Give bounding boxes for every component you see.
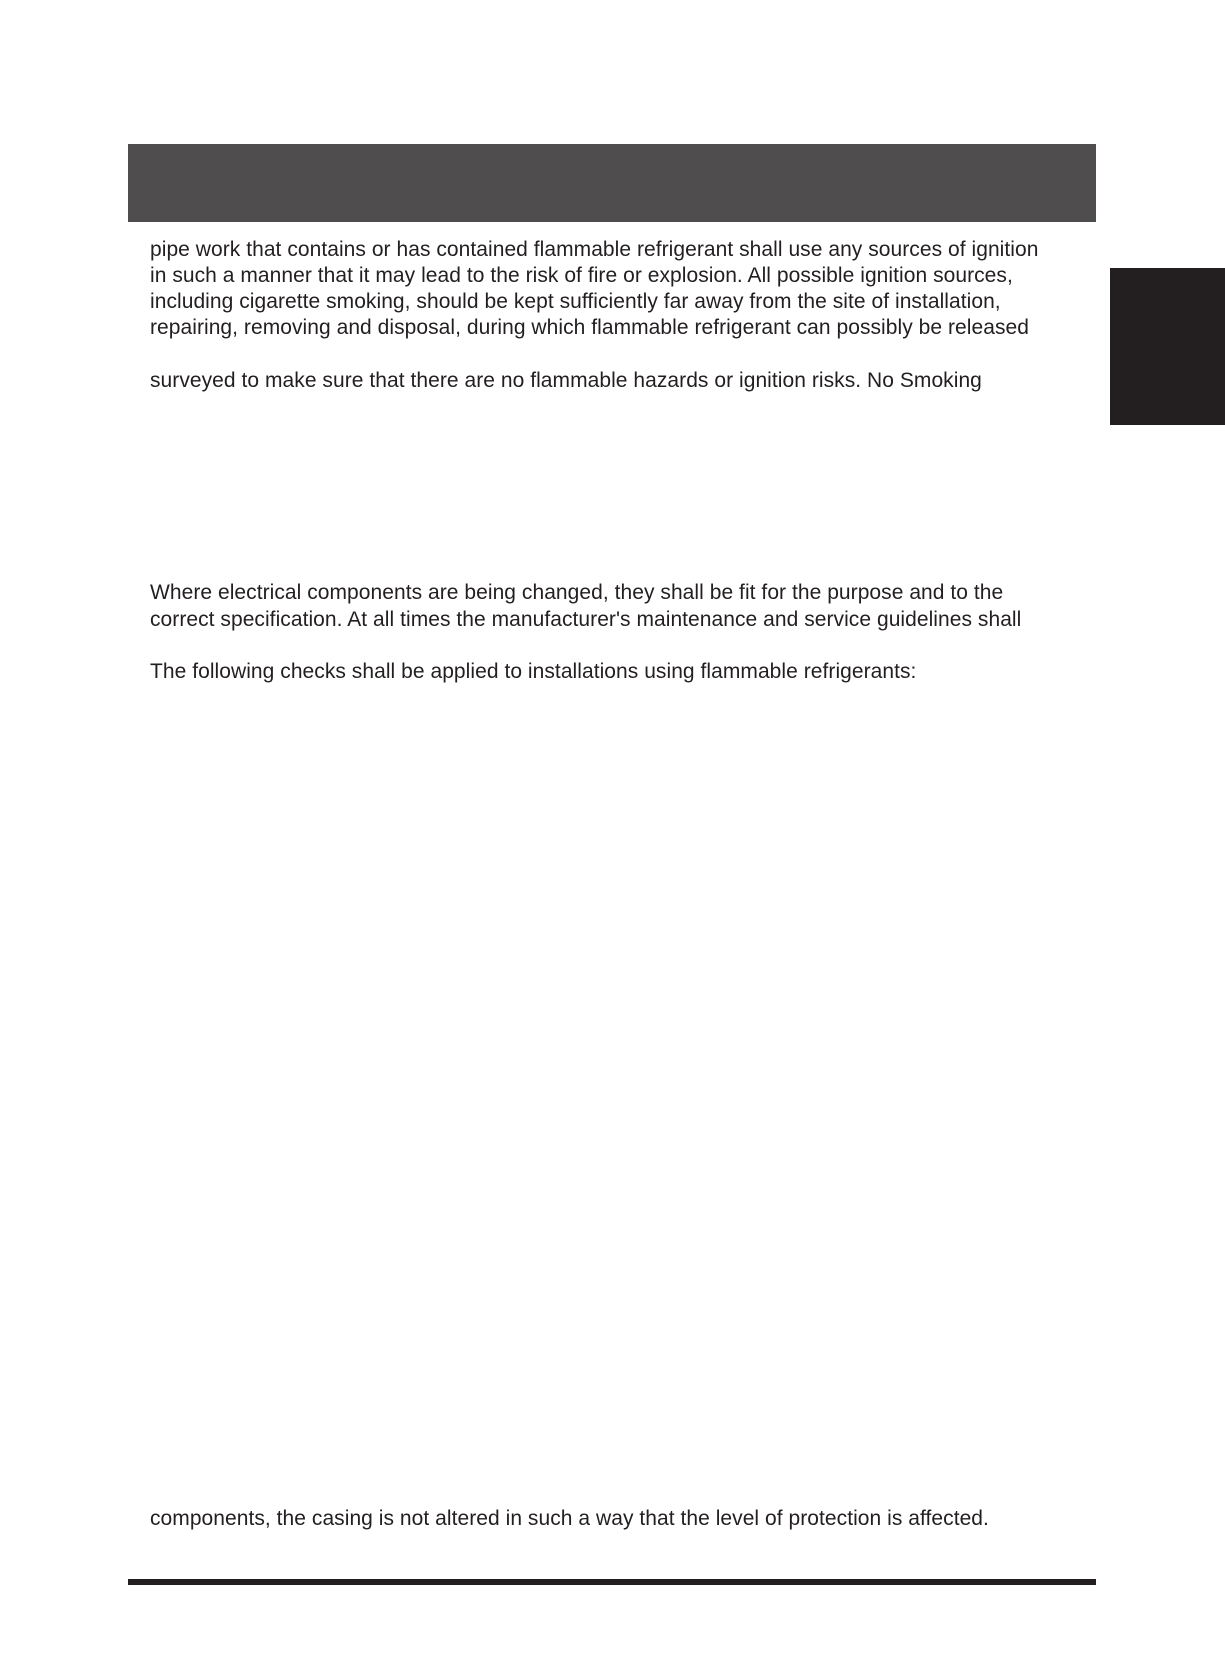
body-text-line: in such a manner that it may lead to the risk of fire or explosion. All possible ignition sources,: [150, 264, 1013, 287]
body-text-line: components, the casing is not altered in such a way that the level of protection is affected.: [150, 1507, 989, 1530]
side-tab-marker: [1110, 268, 1225, 425]
footer-rule: [128, 1579, 1096, 1585]
body-text-line: pipe work that contains or has contained flammable refrigerant shall use any sources of ignition: [150, 238, 1039, 261]
body-text-line: surveyed to make sure that there are no flammable hazards or ignition risks. No Smoking: [150, 369, 982, 392]
body-text-line: correct specification. At all times the manufacturer's maintenance and service guidelines shall: [150, 608, 1022, 631]
body-text-line: The following checks shall be applied to installations using flammable refrigerants:: [150, 660, 917, 683]
section-header-bar: [128, 144, 1096, 222]
body-text-line: including cigarette smoking, should be kept sufficiently far away from the site of installation,: [150, 290, 1001, 313]
body-text-line: Where electrical components are being changed, they shall be fit for the purpose and to the: [150, 581, 1004, 604]
body-text-line: repairing, removing and disposal, during which flammable refrigerant can possibly be released: [150, 316, 1029, 339]
